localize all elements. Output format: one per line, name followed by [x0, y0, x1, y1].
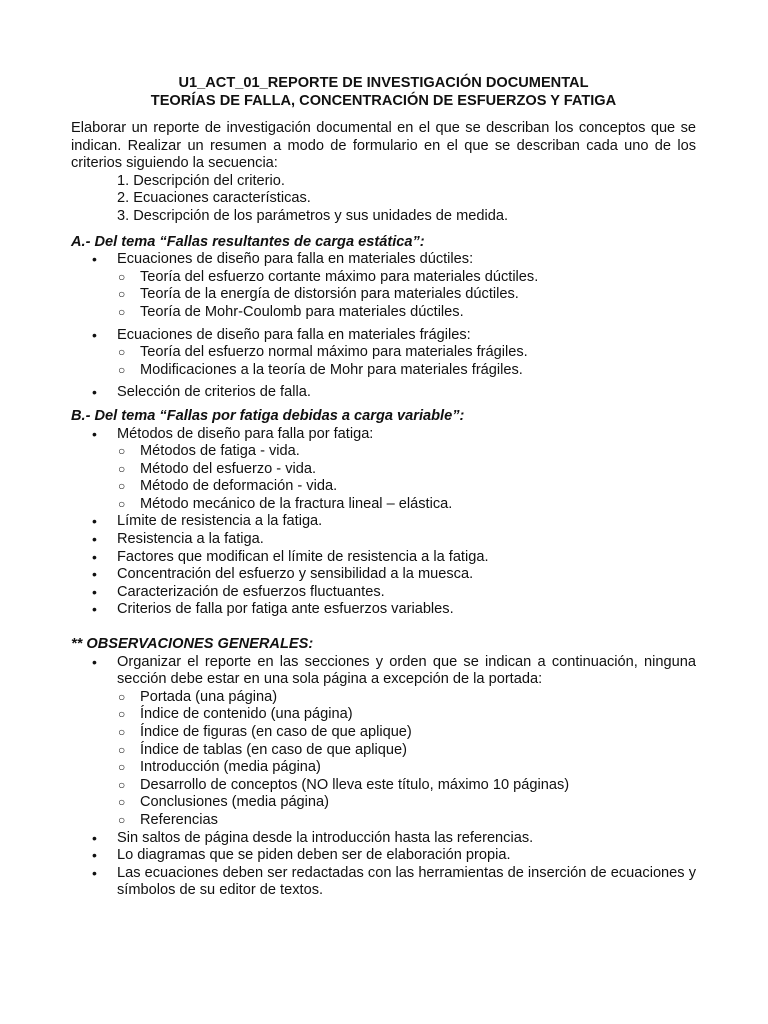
list-item-label: Ecuaciones de diseño para falla en materiales frágiles:	[117, 326, 471, 343]
observations-list	[71, 654, 696, 900]
list-item	[71, 531, 696, 549]
circle-bullet-icon: ○	[118, 689, 126, 704]
list-item	[71, 847, 696, 865]
sub-list-item-label: Modificaciones a la teoría de Mohr para materiales frágiles.	[140, 361, 523, 378]
section-b-heading: B.- Del tema “Fallas por fatiga debidas a carga variable”:	[71, 407, 465, 424]
circle-bullet-icon: ○	[118, 760, 126, 775]
list-item-label: Métodos de diseño para falla por fatiga:	[117, 425, 374, 442]
sub-list-item-label: Desarrollo de conceptos (NO lleva este título, máximo 10 páginas)	[140, 776, 570, 793]
sub-list-item	[117, 794, 696, 812]
circle-bullet-icon: ○	[118, 444, 126, 459]
bullet-icon: •	[92, 548, 97, 565]
sub-list-item-label: Método mecánico de la fractura lineal – elástica.	[140, 495, 453, 512]
sub-list-item	[117, 706, 696, 724]
list-item	[71, 251, 696, 321]
intro-step: 2. Ecuaciones características.	[117, 190, 311, 207]
intro-paragraph: Elaborar un reporte de investigación documental en el que se describan los conceptos que se indican. Realizar un resumen a modo de formulario en el que se describan cada uno de los criterios siguiendo la secuencia:	[71, 120, 696, 172]
bullet-icon: •	[92, 326, 97, 343]
bullet-icon: •	[92, 531, 97, 548]
circle-bullet-icon: ○	[118, 345, 126, 360]
list-item	[71, 654, 696, 830]
sub-list-item	[117, 742, 696, 760]
bullet-icon: •	[92, 864, 97, 881]
sub-list-item	[117, 344, 696, 362]
sub-list-item	[117, 304, 696, 322]
list-item-label: Ecuaciones de diseño para falla en materiales dúctiles:	[117, 251, 474, 268]
list-item	[71, 601, 696, 619]
circle-bullet-icon: ○	[118, 496, 126, 511]
intro-steps-list	[117, 173, 696, 226]
sub-list-item	[117, 269, 696, 287]
sub-list-item-label: Teoría de la energía de distorsión para materiales dúctiles.	[140, 286, 519, 303]
sub-list-item	[117, 689, 696, 707]
sub-list-item	[117, 461, 696, 479]
section-a-list	[71, 251, 696, 402]
circle-bullet-icon: ○	[118, 362, 126, 377]
bullet-icon: •	[92, 829, 97, 846]
circle-bullet-icon: ○	[118, 725, 126, 739]
bullet-icon: •	[92, 384, 97, 401]
sub-list-item	[117, 759, 696, 777]
circle-bullet-icon: ○	[118, 287, 126, 302]
list-item	[71, 549, 696, 567]
sub-list-item-label: Conclusiones (media página)	[140, 794, 330, 811]
sub-list-item-label: Método del esfuerzo - vida.	[140, 460, 317, 477]
list-item	[71, 513, 696, 531]
sub-list-item-label: Portada (una página)	[140, 688, 278, 705]
sub-list-item	[117, 362, 696, 380]
circle-bullet-icon: ○	[118, 812, 126, 827]
list-item	[71, 584, 696, 602]
sub-list-item-label: Teoría del esfuerzo cortante máximo para materiales dúctiles.	[140, 268, 539, 285]
circle-bullet-icon: ○	[118, 461, 126, 476]
circle-bullet-icon: ○	[118, 304, 126, 319]
bullet-icon: •	[92, 847, 97, 864]
list-item-label: Selección de criterios de falla.	[117, 384, 311, 401]
intro-step: 1. Descripción del criterio.	[117, 172, 285, 189]
circle-bullet-icon: ○	[118, 795, 126, 810]
list-item-label: Criterios de falla por fatiga ante esfuerzos variables.	[117, 601, 454, 618]
list-item-label: Organizar el reporte en las secciones y orden que se indican a continuación, ninguna sección debe estar en una sola página a excepción de la portada:	[117, 653, 696, 688]
list-item-label: Caracterización de esfuerzos fluctuantes.	[117, 583, 385, 600]
sub-list-item	[117, 443, 696, 461]
sub-list	[117, 443, 696, 513]
bullet-icon: •	[92, 513, 97, 530]
list-item	[71, 426, 696, 514]
document-page	[71, 74, 696, 900]
sub-list-item	[117, 777, 696, 795]
list-item-label: Factores que modifican el límite de resistencia a la fatiga.	[117, 548, 489, 565]
bullet-icon: •	[92, 601, 97, 618]
list-item-label: Resistencia a la fatiga.	[117, 531, 264, 548]
sub-list-item-label: Teoría de Mohr-Coulomb para materiales dúctiles.	[140, 303, 464, 320]
sub-list-item-label: Índice de tablas (en caso de que aplique)	[140, 741, 407, 758]
sub-list-item	[117, 478, 696, 496]
list-item-label: Las ecuaciones deben ser redactadas con las herramientas de inserción de ecuaciones y símbolos de su editor de textos.	[117, 864, 696, 899]
sub-list-item-label: Referencias	[140, 811, 218, 828]
sub-list	[117, 689, 696, 830]
sub-list-item	[117, 496, 696, 514]
bullet-icon: •	[92, 566, 97, 583]
sub-list	[117, 269, 696, 322]
sub-list-item-label: Introducción (media página)	[140, 759, 321, 776]
circle-bullet-icon: ○	[118, 777, 126, 792]
list-item	[71, 830, 696, 848]
sub-list-item	[117, 724, 696, 742]
sub-list-item-label: Índice de contenido (una página)	[140, 706, 353, 723]
sub-list-item	[117, 286, 696, 304]
list-item-label: Sin saltos de página desde la introducción hasta las referencias.	[117, 829, 534, 846]
sub-list	[117, 344, 696, 379]
sub-list-item-label: Métodos de fatiga - vida.	[140, 443, 300, 460]
circle-bullet-icon: ○	[118, 269, 126, 284]
list-item	[71, 327, 696, 380]
bullet-icon: •	[92, 653, 97, 670]
list-item	[71, 566, 696, 584]
circle-bullet-icon: ○	[118, 479, 126, 494]
section-a-heading: A.- Del tema “Fallas resultantes de carga estática”:	[71, 233, 425, 250]
list-item	[71, 384, 696, 402]
list-item-label: Límite de resistencia a la fatiga.	[117, 513, 323, 530]
list-item-label: Lo diagramas que se piden deben ser de elaboración propia.	[117, 847, 511, 864]
sub-list-item	[117, 812, 696, 830]
observations-heading: ** OBSERVACIONES GENERALES:	[71, 636, 314, 653]
document-title-line2: TEORÍAS DE FALLA, CONCENTRACIÓN DE ESFUERZOS Y FATIGA	[150, 93, 617, 109]
section-b-list	[71, 426, 696, 620]
intro-step: 3. Descripción de los parámetros y sus unidades de medida.	[117, 207, 508, 224]
list-item	[71, 865, 696, 900]
list-item-label: Concentración del esfuerzo y sensibilidad a la muesca.	[117, 566, 474, 583]
sub-list-item-label: Método de deformación - vida.	[140, 478, 338, 495]
sub-list-item-label: Teoría del esfuerzo normal máximo para materiales frágiles.	[140, 344, 528, 361]
circle-bullet-icon: ○	[118, 707, 126, 722]
bullet-icon: •	[92, 583, 97, 600]
bullet-icon: •	[92, 251, 97, 268]
document-title-line1: U1_ACT_01_REPORTE DE INVESTIGACIÓN DOCUMENTAL	[178, 75, 589, 91]
sub-list-item-label: Índice de figuras (en caso de que aplique)	[140, 724, 412, 740]
bullet-icon: •	[92, 425, 97, 442]
circle-bullet-icon: ○	[118, 742, 126, 757]
